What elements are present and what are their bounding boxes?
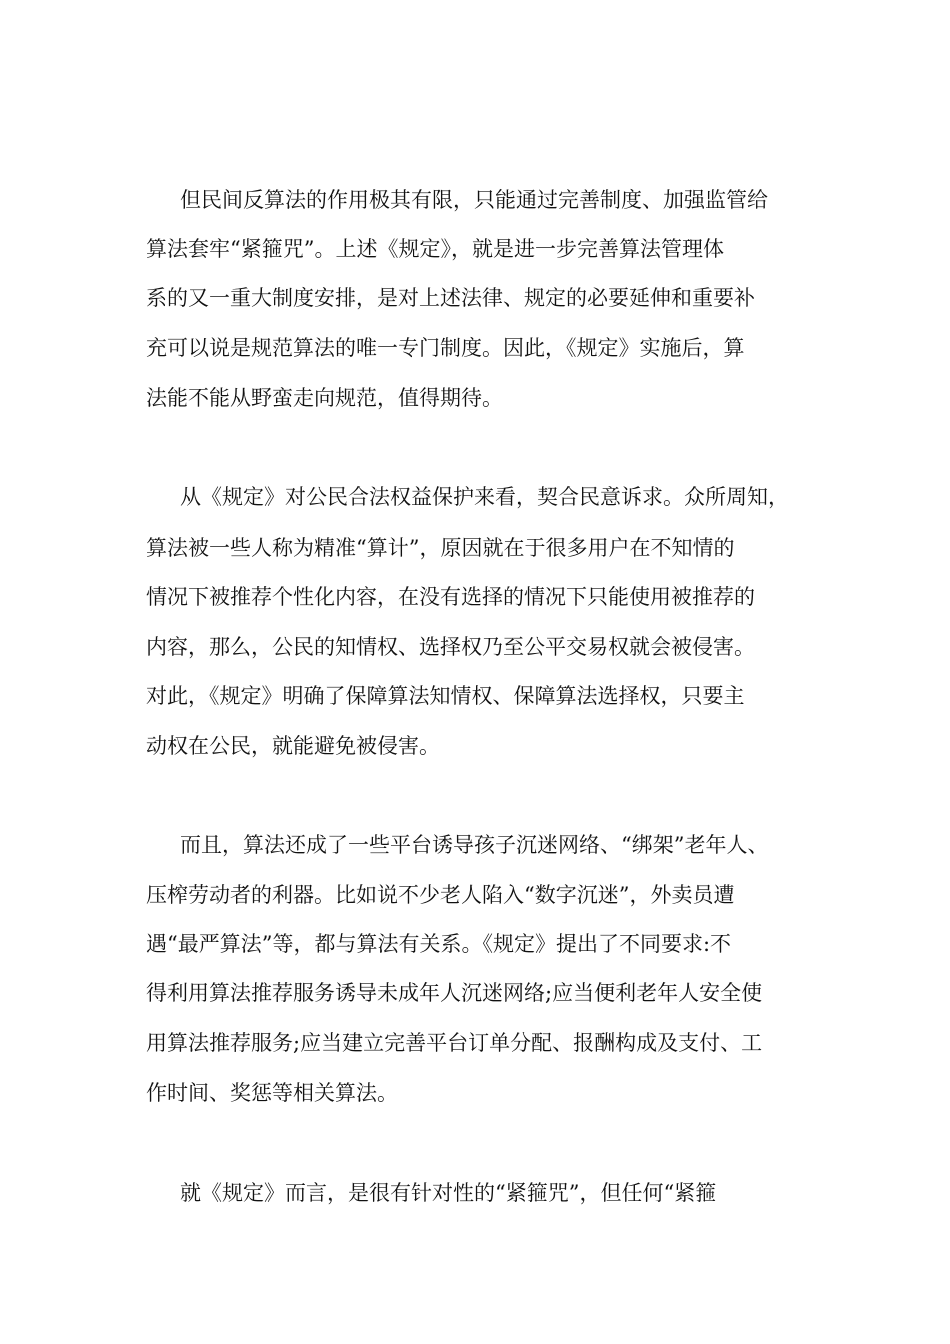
paragraph-3-line-3: 遇“最严算法”等，都与算法有关系。《规定》提出了不同要求:不 bbox=[146, 932, 732, 956]
paragraph-3-line-1: 而且，算法还成了一些平台诱导孩子沉迷网络、“绑架”老年人、 bbox=[180, 833, 769, 857]
paragraph-2-line-4: 内容，那么，公民的知情权、选择权乃至公平交易权就会被侵害。 bbox=[146, 635, 755, 659]
paragraph-3-line-2: 压榨劳动者的利器。比如说不少老人陷入“数字沉迷”，外卖员遭 bbox=[146, 883, 735, 907]
paragraph-2-line-6: 动权在公民，就能避免被侵害。 bbox=[146, 734, 440, 758]
paragraph-1-line-2: 算法套牢“紧箍咒”。上述《规定》，就是进一步完善算法管理体 bbox=[146, 237, 724, 261]
paragraph-4-line-1: 就《规定》而言，是很有针对性的“紧箍咒”，但任何“紧箍 bbox=[180, 1181, 717, 1205]
paragraph-1-line-5: 法能不能从野蛮走向规范，值得期待。 bbox=[146, 386, 503, 410]
paragraph-2-line-1: 从《规定》对公民合法权益保护来看，契合民意诉求。众所周知， bbox=[180, 485, 789, 509]
paragraph-2-line-3: 情况下被推荐个性化内容，在没有选择的情况下只能使用被推荐的 bbox=[146, 585, 755, 609]
paragraph-1-line-1: 但民间反算法的作用极其有限，只能通过完善制度、加强监管给 bbox=[180, 188, 768, 212]
paragraph-3-line-4: 得利用算法推荐服务诱导未成年人沉迷网络;应当便利老年人安全使 bbox=[146, 981, 763, 1005]
paragraph-2-line-5: 对此，《规定》明确了保障算法知情权、保障算法选择权，只要主 bbox=[146, 684, 745, 708]
paragraph-3-line-5: 用算法推荐服务;应当建立完善平台订单分配、报酬构成及支付、工 bbox=[146, 1031, 763, 1055]
paragraph-1-line-4: 充可以说是规范算法的唯一专门制度。因此，《规定》实施后，算 bbox=[146, 336, 745, 360]
paragraph-3-line-6: 作时间、奖惩等相关算法。 bbox=[146, 1081, 398, 1105]
paragraph-2-line-2: 算法被一些人称为精准“算计”，原因就在于很多用户在不知情的 bbox=[146, 536, 735, 560]
paragraph-1-line-3: 系的又一重大制度安排，是对上述法律、规定的必要延伸和重要补 bbox=[146, 286, 755, 310]
